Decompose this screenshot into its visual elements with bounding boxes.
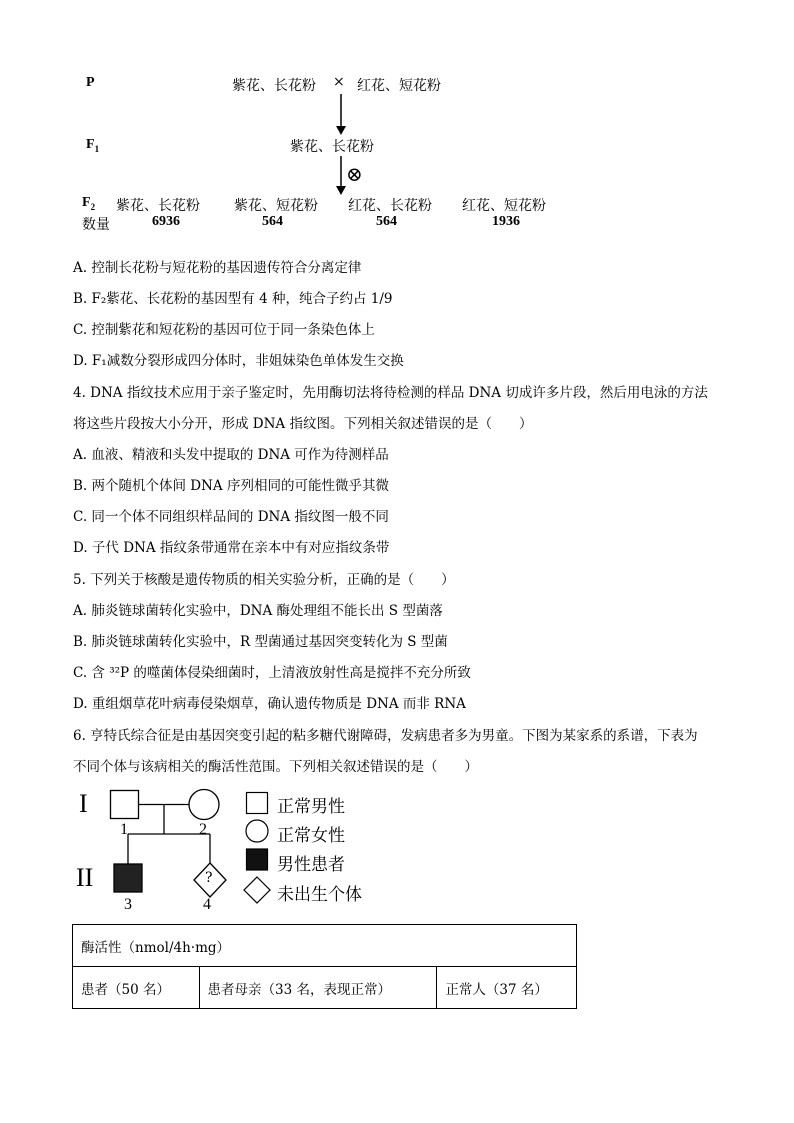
q5-option-b[interactable]: B. 肺炎链球菌转化实验中，R 型菌通过基因突变转化为 S 型菌 [73, 634, 448, 650]
legend-unborn-icon [244, 877, 270, 903]
q3-option-c[interactable]: C. 控制紫花和短花粉的基因可位于同一条染色体上 [73, 322, 375, 338]
q3-option-a[interactable]: A. 控制长花粉与短花粉的基因遗传符合分离定律 [73, 260, 362, 276]
legend-normal-male-icon [247, 793, 268, 814]
f2-phenotype-2: 紫花、短花粉 [234, 198, 318, 214]
p-parent-2: 红花、短花粉 [357, 78, 441, 94]
individual-2-normal-female-icon [189, 790, 219, 820]
table-col-mothers: 患者母亲（33 名，表现正常） [199, 967, 437, 1009]
p-generation-label: P [86, 75, 95, 90]
pedigree-lines [100, 784, 240, 899]
individual-2-id: 2 [199, 821, 207, 838]
cross-symbol: × [333, 74, 345, 90]
selfing-icon: ⊗ [346, 162, 363, 186]
f2-phenotype-4: 红花、短花粉 [462, 198, 546, 214]
f1-phenotype: 紫花、长花粉 [290, 139, 374, 155]
q4-option-d[interactable]: D. 子代 DNA 指纹条带通常在亲本中有对应指纹条带 [73, 540, 390, 556]
f2-count-3: 564 [376, 214, 397, 229]
count-label: 数量 [82, 217, 110, 233]
q3-option-b[interactable]: B. F₂紫花、长花粉的基因型有 4 种，纯合子约占 1/9 [73, 291, 393, 307]
q6-stem-line-1: 6. 亨特氏综合征是由基因突变引起的粘多糖代谢障碍，发病患者多为男童。下图为某家系的系谱，下表为 [73, 728, 698, 744]
f2-phenotype-3: 红花、长花粉 [348, 198, 432, 214]
individual-3-id: 3 [124, 896, 132, 913]
q4-option-b[interactable]: B. 两个随机个体间 DNA 序列相同的可能性微乎其微 [73, 478, 389, 494]
f2-generation-label: $F_2$ [82, 195, 96, 212]
f2-phenotype-1: 紫花、长花粉 [116, 198, 200, 214]
individual-4-id: 4 [203, 896, 211, 913]
legend-label-unborn: 未出生个体 [277, 885, 362, 905]
f2-count-1: 6936 [152, 214, 180, 229]
legend-label-normal-female: 正常女性 [277, 826, 345, 846]
f2-count-4: 1936 [492, 214, 520, 229]
legend-normal-female-icon [246, 820, 268, 842]
table-col-patients: 患者（50 名） [73, 967, 200, 1009]
legend-label-normal-male: 正常男性 [277, 797, 345, 817]
q5-option-a[interactable]: A. 肺炎链球菌转化实验中，DNA 酶处理组不能长出 S 型菌落 [73, 603, 443, 619]
f2-count-2: 564 [262, 214, 283, 229]
q3-option-d[interactable]: D. F₁减数分裂形成四分体时，非姐妹染色单体发生交换 [73, 353, 404, 369]
enzyme-activity-table [72, 924, 577, 1009]
pedigree-legend-symbols [243, 789, 275, 909]
individual-1-normal-male-icon [111, 791, 139, 819]
q5-stem: 5. 下列关于核酸是遗传物质的相关实验分析，正确的是（ ） [73, 572, 455, 588]
individual-1-id: 1 [120, 821, 128, 838]
generation-ii-label: II [76, 863, 94, 892]
q4-stem-line-1: 4. DNA 指纹技术应用于亲子鉴定时，先用酶切法将待检测的样品 DNA 切成许多片段，然后用电泳的方法 [73, 385, 708, 401]
q4-stem-line-2: 将这些片段按大小分开，形成 DNA 指纹图。下列相关叙述错误的是（ ） [73, 416, 533, 432]
individual-3-affected-male-icon [114, 864, 142, 892]
table-title-cell: 酶活性（nmol/4h·mg） [73, 925, 577, 967]
q6-stem-line-2: 不同个体与该病相关的酶活性范围。下列相关叙述错误的是（ ） [73, 759, 478, 775]
arrow-down-icon [335, 94, 347, 136]
table-col-normal: 正常人（37 名） [437, 967, 577, 1009]
q5-option-c[interactable]: C. 含 ³²P 的噬菌体侵染细菌时，上清液放射性高是搅拌不充分所致 [73, 665, 471, 681]
q5-option-d[interactable]: D. 重组烟草花叶病毒侵染烟草，确认遗传物质是 DNA 而非 RNA [73, 696, 466, 712]
q4-option-a[interactable]: A. 血液、精液和头发中提取的 DNA 可作为待测样品 [73, 447, 389, 463]
legend-label-affected-male: 男性患者 [277, 855, 345, 875]
f1-generation-label: $F_1$ [86, 137, 100, 154]
legend-affected-male-icon [247, 849, 268, 870]
p-parent-1: 紫花、长花粉 [232, 78, 316, 94]
q4-option-c[interactable]: C. 同一个体不同组织样品间的 DNA 指纹图一般不同 [73, 509, 389, 525]
unknown-mark: ? [205, 870, 213, 886]
generation-i-label: I [79, 789, 88, 818]
